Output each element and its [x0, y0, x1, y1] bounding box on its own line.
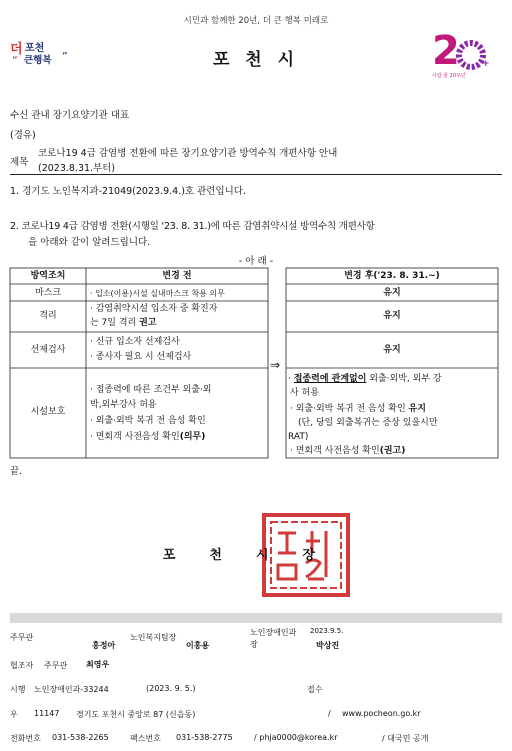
- row-protect-after-1b: 접종력에 관계없이: [293, 374, 367, 384]
- row-protect-measure: 시설보호: [30, 407, 66, 417]
- row-protect-after-2: 사 허용: [290, 388, 319, 398]
- row-protect-after-6b: (권고): [379, 446, 406, 456]
- final-approver-label-1: 노인장애인과: [250, 628, 297, 637]
- row-protect-before-4a: · 면회객 사전음성 확인: [90, 432, 180, 442]
- enforce-label: 시행: [10, 685, 26, 694]
- footer-band: [10, 613, 502, 623]
- row-isolation-before-2b: 권고: [139, 318, 157, 328]
- logo-number: 2: [432, 28, 460, 74]
- row-protect-after-6a: · 면회객 사전음성 확인: [290, 446, 380, 456]
- svg-text:+: +: [482, 59, 490, 69]
- quote-open-icon: “: [12, 54, 18, 67]
- enforce-date: (2023. 9. 5.): [146, 684, 196, 693]
- enforce-number: 노인장애인과-33244: [34, 685, 109, 694]
- ring-icon: [454, 38, 488, 72]
- row-mask-after: 유지: [383, 288, 401, 298]
- subject-label: 제목: [10, 157, 29, 168]
- header-measure: 방역조치: [30, 271, 66, 281]
- address-separator: /: [328, 709, 331, 718]
- phone-number: 031-538-2265: [52, 733, 109, 742]
- row-protect-after-3b: 유지: [408, 404, 426, 414]
- address-label: 우: [10, 710, 18, 719]
- mid-approver-label: 노인복지팀장: [130, 633, 177, 642]
- coop-name: 최영우: [86, 660, 110, 669]
- row-protect-after-1a: ·: [288, 374, 294, 384]
- phone-label: 전화번호: [10, 734, 41, 743]
- quote-close-icon: ”: [62, 50, 68, 63]
- body-item-2-line-1: 2. 코로나19 4급 감염병 전환(시행일 '23. 8. 31.)에 따른 감염취약시설 방역수칙 개편사항: [10, 221, 375, 232]
- body-item-2-line-2: 을 아래와 같이 알려드립니다.: [28, 237, 151, 248]
- row-pretest-before-2: · 종사자 필요 시 선제검사: [90, 352, 192, 362]
- logo-text-2: 포천: [25, 43, 45, 54]
- final-approver-label-2: 장: [250, 640, 258, 649]
- row-protect-after-4: (단, 당일 외출복귀는 증상 있을시만: [298, 418, 438, 428]
- row-mask-measure: 마스크: [34, 288, 62, 298]
- document-title: 포 천 시: [212, 50, 300, 70]
- final-approver-name: 박상진: [316, 641, 340, 650]
- row-isolation-measure: 격리: [39, 311, 57, 321]
- subject-line-1: 코로나19 4급 감염병 전환에 따른 장기요양기관 방역수칙 개편사항 안내: [38, 148, 338, 159]
- coop-role: 주무관: [44, 661, 68, 670]
- row-isolation-before-1: · 감염취약시설 입소자 중 확진자: [90, 304, 218, 314]
- via: (경유): [10, 130, 36, 141]
- logo-text-3: 큰행복: [24, 55, 52, 66]
- fax-number: 031-538-2775: [176, 733, 233, 742]
- row-protect-after-5: RAT): [288, 432, 309, 442]
- row-protect-after-1c: 외출·외박, 외부 강: [366, 374, 442, 384]
- row-isolation-before-2: [90, 317, 156, 330]
- header-after: 변경 후('23. 8. 31.~): [344, 271, 440, 281]
- postal-code: 11147: [34, 709, 60, 718]
- logo-caption: 사람 꿈 20주년: [432, 73, 466, 79]
- below-marker: - 아 래 -: [238, 256, 274, 267]
- subject-line-2: (2023.8.31.부터): [38, 163, 116, 174]
- end-marker: 끝.: [10, 466, 23, 477]
- arrow-icon: ⇒: [270, 358, 281, 372]
- mid-approver-name: 이홍용: [186, 641, 210, 650]
- row-protect-before-2: 박,외부강사 허용: [90, 400, 157, 410]
- row-protect-before-4b: (의무): [179, 432, 206, 442]
- issuer-name: 포천시장: [162, 548, 350, 563]
- header-before: 변경 전: [162, 271, 192, 281]
- row-protect-before-4: [90, 431, 205, 444]
- email-link[interactable]: / phja0000@korea.kr: [254, 733, 338, 742]
- row-protect-after-6: [290, 445, 405, 458]
- row-pretest-measure: 선제검사: [30, 345, 66, 355]
- website-link[interactable]: www.pocheon.go.kr: [342, 709, 421, 718]
- row-protect-after-3a: · 외출·외박 복귀 전 음성 확인: [290, 404, 409, 414]
- body-item-1: 1. 경기도 노인복지과-21049(2023.9.4.)호 관련입니다.: [10, 186, 247, 197]
- row-mask-before: · 입소(이용)시설 실내마스크 착용 의무: [90, 289, 225, 298]
- recipient: 수신 관내 장기요양기관 대표: [10, 110, 130, 121]
- row-isolation-before-2a: 는 7일 격리: [90, 318, 140, 328]
- divider: [10, 174, 502, 175]
- row-pretest-after: 유지: [383, 345, 401, 355]
- fax-label: 팩스번호: [130, 734, 161, 743]
- row-protect-after-1: [288, 373, 442, 386]
- drafter-label: 주무관: [10, 633, 34, 642]
- row-isolation-after: 유지: [383, 311, 401, 321]
- coop-label: 협조자: [10, 661, 34, 670]
- measures-table: [10, 268, 498, 458]
- row-protect-before-3: · 외출·외박 복귀 전 음성 확인: [90, 416, 206, 426]
- final-approval-date: 2023.9.5.: [310, 627, 344, 635]
- anniversary-logo: [430, 28, 490, 82]
- slogan: 시민과 함께한 20년, 더 큰 행복 미래로: [183, 16, 329, 26]
- logo-text-1: 더: [10, 42, 23, 57]
- row-pretest-before-1: · 신규 입소자 선제검사: [90, 337, 180, 347]
- disclosure-status: / 대국민 공개: [382, 734, 429, 743]
- row-protect-before-1: · 접종력에 따른 조건부 외출·외: [90, 385, 212, 395]
- address: 경기도 포천시 중앙로 87 (신읍동): [76, 710, 196, 719]
- drafter-name: 홍정아: [92, 641, 116, 650]
- row-protect-after-3: [290, 403, 426, 416]
- receipt-label: 접수: [307, 685, 323, 694]
